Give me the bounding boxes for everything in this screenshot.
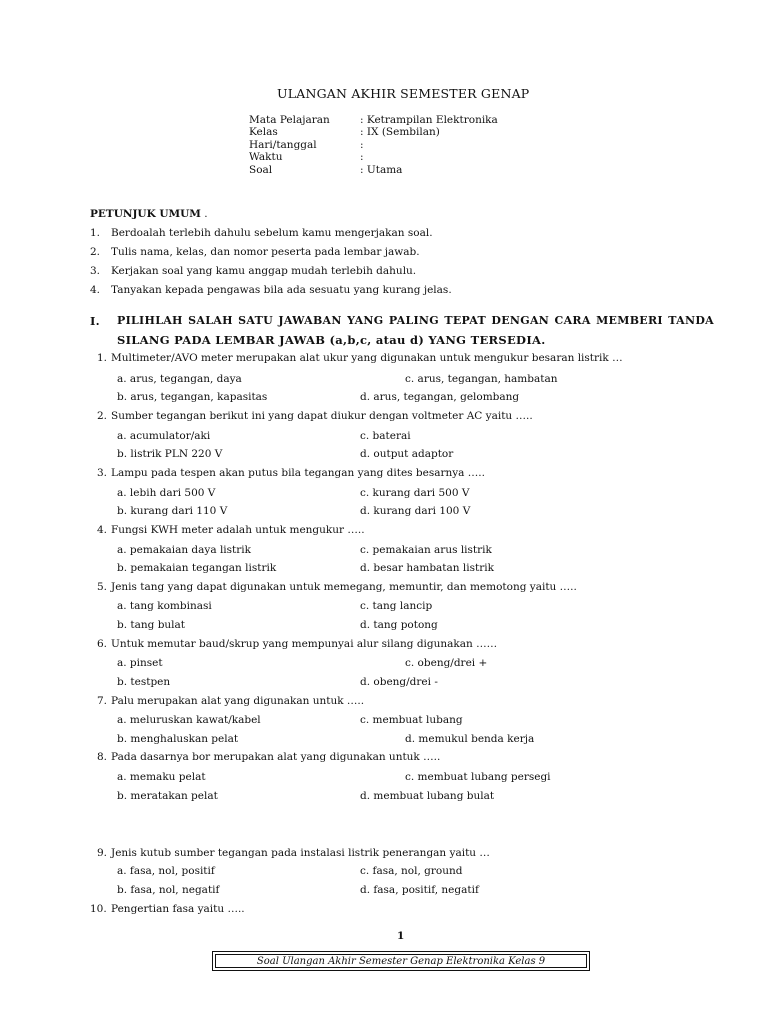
option-a: a. acumulator/aki [117, 430, 211, 442]
question-number: 6. [97, 638, 108, 650]
option-d: d. memukul benda kerja [405, 733, 535, 745]
option-a: a. meluruskan kawat/kabel [117, 714, 261, 726]
header-value: : [360, 151, 364, 163]
question-text: Untuk memutar baud/skrup yang mempunyai alur silang digunakan …… [111, 638, 498, 650]
question-text: Jenis kutub sumber tegangan pada instalasi listrik penerangan yaitu … [111, 847, 490, 859]
instruction-number: 4. [90, 284, 101, 296]
header-value: : [360, 139, 364, 151]
header-value: : Ketrampilan Elektronika [360, 114, 498, 126]
instruction-item: Tanyakan kepada pengawas bila ada sesuatu yang kurang jelas. [111, 284, 452, 296]
question-text: Lampu pada tespen akan putus bila tegangan yang dites besarnya ….. [111, 467, 485, 479]
question-number: 7. [97, 695, 108, 707]
option-b: b. testpen [117, 676, 171, 688]
option-b: b. tang bulat [117, 619, 186, 631]
option-b: b. kurang dari 110 V [117, 505, 228, 517]
option-b: b. fasa, nol, negatif [117, 884, 220, 896]
footer-frame [212, 951, 590, 971]
option-c: c. fasa, nol, ground [360, 865, 463, 877]
option-c: c. membuat lubang persegi [405, 771, 551, 783]
option-a: a. fasa, nol, positif [117, 865, 215, 877]
option-c: c. membuat lubang [360, 714, 463, 726]
footer-text: Soal Ulangan Akhir Semester Genap Elektronika Kelas 9 [215, 954, 587, 968]
option-b: b. pemakaian tegangan listrik [117, 562, 277, 574]
header-value: : Utama [360, 164, 403, 176]
option-d: d. besar hambatan listrik [360, 562, 494, 574]
option-d: d. obeng/drei - [360, 676, 438, 688]
option-a: a. pinset [117, 657, 163, 669]
header-label: Soal [249, 164, 273, 176]
option-b: b. meratakan pelat [117, 790, 218, 802]
option-d: d. membuat lubang bulat [360, 790, 495, 802]
question-text: Fungsi KWH meter adalah untuk mengukur ….. [111, 524, 365, 536]
instructions-heading: PETUNJUK UMUM . [90, 208, 208, 220]
option-c: c. tang lancip [360, 600, 433, 612]
question-number: 9. [97, 847, 108, 859]
option-c: c. kurang dari 500 V [360, 487, 470, 499]
header-label: Mata Pelajaran [249, 114, 330, 126]
question-number: 2. [97, 410, 108, 422]
question-text: Jenis tang yang dapat digunakan untuk memegang, memuntir, dan memotong yaitu ….. [111, 581, 577, 593]
header-value: : IX (Sembilan) [360, 126, 440, 138]
section-number: I. [90, 314, 100, 328]
option-b: b. menghaluskan pelat [117, 733, 239, 745]
question-number: 8. [97, 751, 108, 763]
header-label: Hari/tanggal [249, 139, 317, 151]
section-instruction-line2: SILANG PADA LEMBAR JAWAB (a,b,c, atau d) YANG TERSEDIA. [117, 333, 546, 347]
option-b: b. listrik PLN 220 V [117, 448, 223, 460]
option-a: a. memaku pelat [117, 771, 206, 783]
instruction-number: 3. [90, 265, 101, 277]
question-text: Pengertian fasa yaitu ….. [111, 903, 245, 915]
option-c: c. pemakaian arus listrik [360, 544, 492, 556]
question-number: 4. [97, 524, 108, 536]
option-c: c. obeng/drei + [405, 657, 488, 669]
page-number: 1 [397, 930, 405, 942]
header-label: Waktu [249, 151, 283, 163]
option-a: a. tang kombinasi [117, 600, 212, 612]
question-number: 1. [97, 352, 108, 364]
instruction-number: 1. [90, 227, 101, 239]
option-d: d. tang potong [360, 619, 438, 631]
option-a: a. arus, tegangan, daya [117, 373, 242, 385]
option-d: d. kurang dari 100 V [360, 505, 471, 517]
option-c: c. arus, tegangan, hambatan [405, 373, 558, 385]
option-d: d. fasa, positif, negatif [360, 884, 479, 896]
instruction-item: Tulis nama, kelas, dan nomor peserta pada lembar jawab. [111, 246, 420, 258]
instruction-item: Kerjakan soal yang kamu anggap mudah terlebih dahulu. [111, 265, 417, 277]
question-text: Pada dasarnya bor merupakan alat yang digunakan untuk ….. [111, 751, 441, 763]
option-c: c. baterai [360, 430, 411, 442]
option-a: a. lebih dari 500 V [117, 487, 216, 499]
option-b: b. arus, tegangan, kapasitas [117, 391, 268, 403]
question-text: Palu merupakan alat yang digunakan untuk ….. [111, 695, 365, 707]
instruction-item: Berdoalah terlebih dahulu sebelum kamu mengerjakan soal. [111, 227, 433, 239]
header-label: Kelas [249, 126, 278, 138]
document-title: ULANGAN AKHIR SEMESTER GENAP [277, 86, 530, 101]
question-text: Sumber tegangan berikut ini yang dapat diukur dengan voltmeter AC yaitu ….. [111, 410, 533, 422]
question-text: Multimeter/AVO meter merupakan alat ukur yang digunakan untuk mengukur besaran listrik … [111, 352, 623, 364]
option-d: d. arus, tegangan, gelombang [360, 391, 520, 403]
question-number: 5. [97, 581, 108, 593]
question-number: 10. [90, 903, 107, 915]
section-instruction-line1: PILIHLAH SALAH SATU JAWABAN YANG PALING TEPAT DENGAN CARA MEMBERI TANDA [117, 314, 714, 327]
question-number: 3. [97, 467, 108, 479]
option-d: d. output adaptor [360, 448, 454, 460]
option-a: a. pemakaian daya listrik [117, 544, 252, 556]
instruction-number: 2. [90, 246, 101, 258]
